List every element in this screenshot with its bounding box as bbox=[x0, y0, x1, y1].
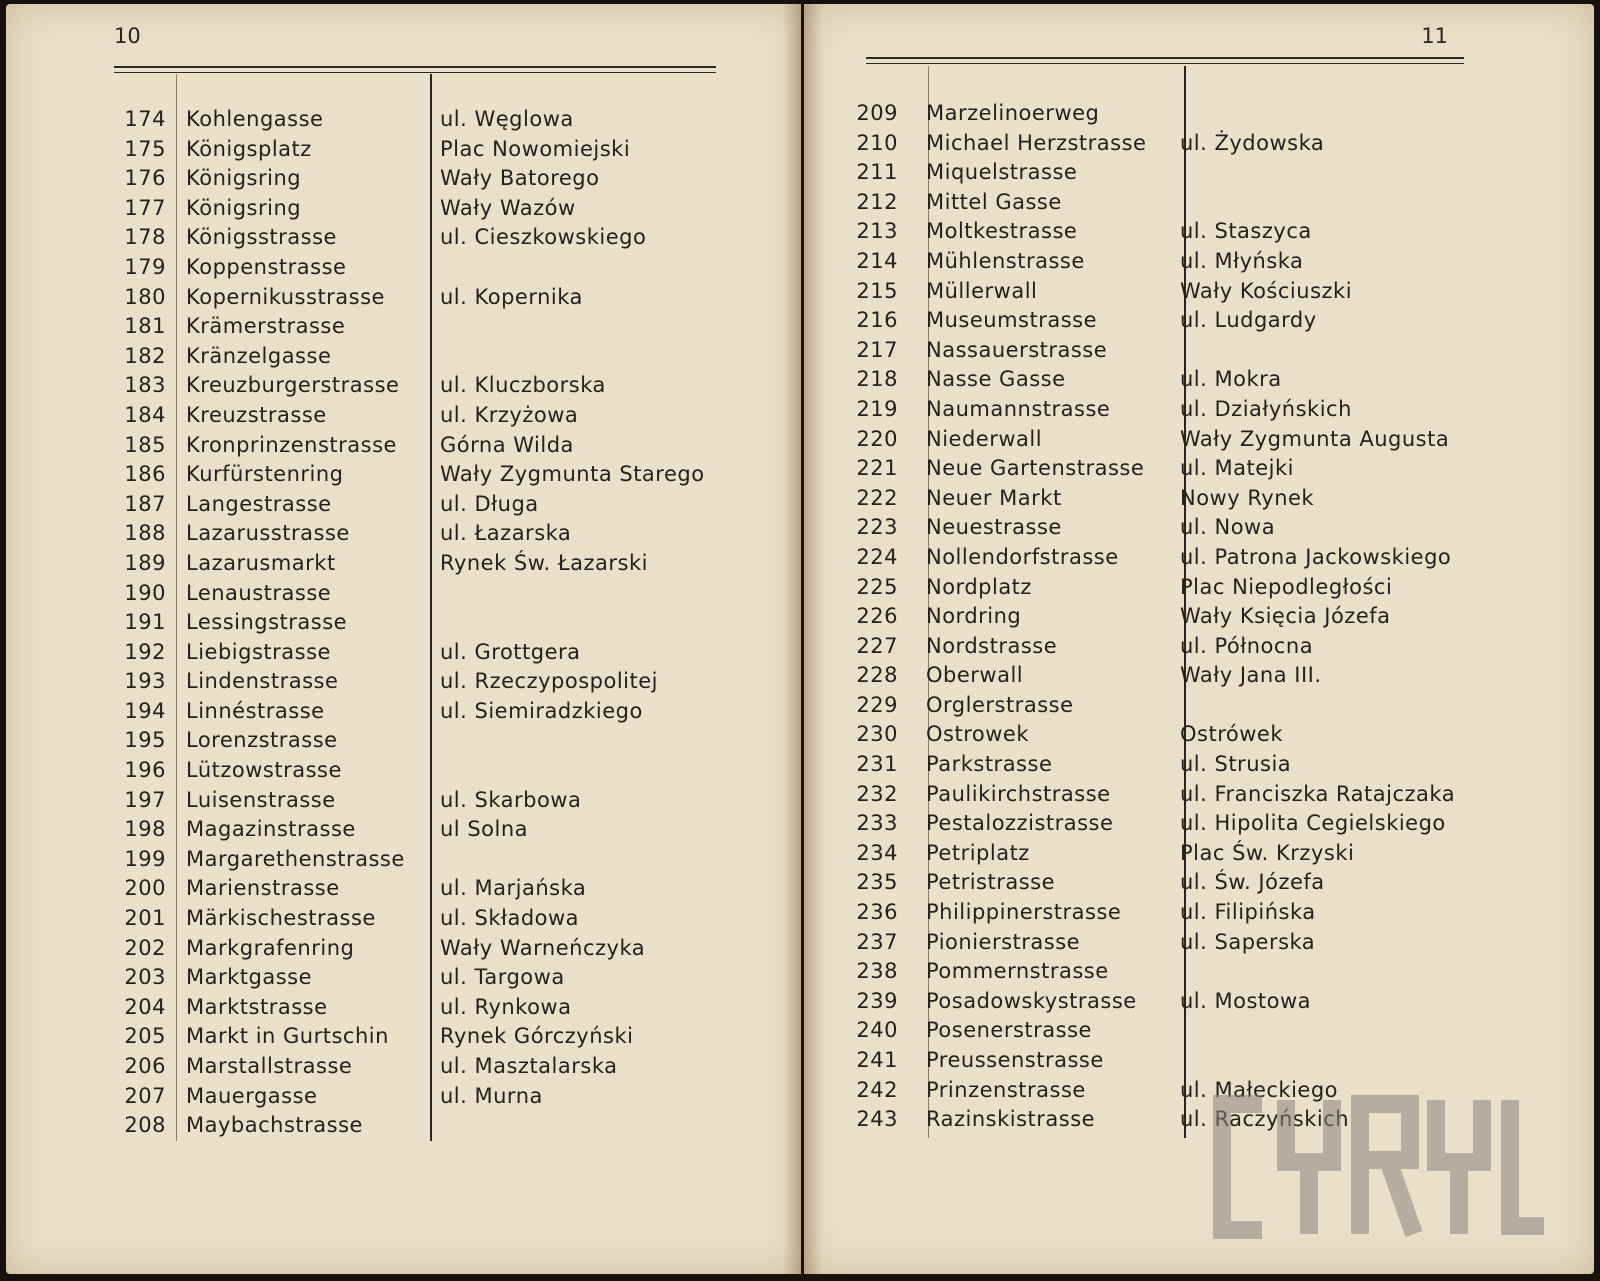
german-street-name: Liebigstrasse bbox=[186, 639, 331, 664]
german-street-name: Maybachstrasse bbox=[186, 1113, 363, 1138]
entry-number: 240 bbox=[856, 1018, 898, 1043]
german-street-name: Königsring bbox=[186, 166, 302, 191]
german-street-name: Nollendorfstrasse bbox=[926, 544, 1119, 569]
entry-number: 182 bbox=[124, 343, 166, 368]
entry-number: 219 bbox=[856, 396, 898, 421]
polish-street-name: ul. Cieszkowskiego bbox=[440, 225, 647, 250]
polish-street-name: ul. Siemiradzkiego bbox=[440, 698, 643, 723]
polish-street-name: ul. Kluczborska bbox=[440, 373, 606, 398]
entry-number: 229 bbox=[856, 692, 898, 717]
polish-street-name: Wały Warneńczyka bbox=[440, 935, 646, 960]
german-street-name: Lessingstrasse bbox=[186, 610, 348, 635]
german-street-name: Niederwall bbox=[926, 426, 1043, 451]
entry-number: 201 bbox=[124, 906, 166, 931]
german-street-name: Marzelinoerweg bbox=[926, 101, 1100, 125]
polish-street-name: Plac Św. Krzyski bbox=[1180, 840, 1355, 865]
entry-number: 204 bbox=[124, 994, 166, 1019]
polish-street-name: ul. Franciszka Ratajczaka bbox=[1180, 781, 1456, 806]
polish-street-name: Wały Jana III. bbox=[1180, 663, 1322, 688]
german-street-name: Marktstrasse bbox=[186, 994, 328, 1019]
entry-number: 189 bbox=[124, 550, 166, 575]
entry-number: 187 bbox=[124, 491, 166, 516]
entry-number: 216 bbox=[856, 308, 898, 333]
entry-number: 241 bbox=[856, 1048, 898, 1072]
german-street-name: Preussenstrasse bbox=[926, 1048, 1104, 1072]
entry-number: 232 bbox=[856, 781, 898, 806]
entry-number: 188 bbox=[124, 521, 166, 546]
german-street-name: Paulikirchstrasse bbox=[926, 781, 1111, 806]
page-number: 10 bbox=[114, 24, 141, 48]
german-street-name: Nordplatz bbox=[926, 574, 1032, 599]
entry-number: 175 bbox=[124, 136, 166, 161]
entry-number: 217 bbox=[856, 337, 898, 362]
german-street-name: Langestrasse bbox=[186, 491, 332, 516]
german-street-name: Petristrasse bbox=[926, 870, 1056, 895]
polish-street-name: ul. Filipińska bbox=[1180, 900, 1316, 925]
column-divider bbox=[176, 74, 177, 1141]
german-street-name: Kreuzstrasse bbox=[186, 402, 327, 427]
entry-number: 218 bbox=[856, 367, 898, 392]
german-street-name: Märkischestrasse bbox=[186, 906, 376, 931]
german-street-name: Königsplatz bbox=[186, 136, 312, 161]
german-street-name: Nordring bbox=[926, 604, 1022, 629]
polish-street-name: ul. Mostowa bbox=[1180, 988, 1312, 1013]
german-street-name: Parkstrasse bbox=[926, 752, 1053, 777]
polish-street-name: ul. Rzeczypospolitej bbox=[440, 669, 658, 694]
entry-number: 180 bbox=[124, 284, 166, 309]
polish-street-name: Wały Zygmunta Augusta bbox=[1180, 426, 1450, 451]
german-street-name: Luisenstrasse bbox=[186, 787, 336, 812]
german-street-name: Königsring bbox=[186, 195, 302, 220]
german-street-name: Kurfürstenring bbox=[186, 462, 344, 487]
entry-number: 203 bbox=[124, 965, 166, 990]
polish-street-name: ul. Węglowa bbox=[440, 107, 574, 131]
polish-street-name: Ostrówek bbox=[1180, 722, 1283, 747]
polish-street-name: ul. Długa bbox=[440, 491, 539, 516]
german-street-name: Lützowstrasse bbox=[186, 758, 342, 783]
polish-street-name: ul. Rynkowa bbox=[440, 994, 572, 1019]
german-street-name: Petriplatz bbox=[926, 840, 1030, 865]
german-street-name: Pommernstrasse bbox=[926, 959, 1109, 984]
german-street-name: Markt in Gurtschin bbox=[186, 1024, 389, 1049]
german-street-name: Philippinerstrasse bbox=[926, 900, 1122, 925]
polish-street-name: ul. Małeckiego bbox=[1180, 1077, 1339, 1102]
german-street-name: Neue Gartenstrasse bbox=[926, 456, 1145, 481]
entry-number: 208 bbox=[124, 1113, 166, 1138]
entry-number: 177 bbox=[124, 195, 166, 220]
entry-number: 210 bbox=[856, 130, 898, 155]
left-page bbox=[6, 4, 801, 1274]
polish-street-name: Wały Kościuszki bbox=[1180, 278, 1353, 303]
german-street-name: Kronprinzenstrasse bbox=[186, 432, 397, 457]
entry-number: 213 bbox=[856, 219, 898, 244]
polish-street-name: ul. Hipolita Cegielskiego bbox=[1180, 811, 1446, 836]
polish-street-name: Wały Zygmunta Starego bbox=[440, 462, 705, 487]
entry-number: 215 bbox=[856, 278, 898, 303]
german-street-name: Nasse Gasse bbox=[926, 367, 1066, 392]
polish-street-name: Górna Wilda bbox=[440, 432, 574, 457]
german-street-name: Marienstrasse bbox=[186, 876, 340, 901]
entry-number: 183 bbox=[124, 373, 166, 398]
entry-number: 230 bbox=[856, 722, 898, 747]
entry-number: 228 bbox=[856, 663, 898, 688]
entry-number: 199 bbox=[124, 846, 166, 871]
entry-number: 192 bbox=[124, 639, 166, 664]
polish-street-name: ul. Nowa bbox=[1180, 515, 1276, 540]
entry-number: 242 bbox=[856, 1077, 898, 1102]
polish-street-name: ul. Matejki bbox=[1180, 456, 1294, 481]
german-street-name: Nordstrasse bbox=[926, 633, 1058, 658]
german-street-name: Lenaustrasse bbox=[186, 580, 332, 605]
entry-number: 181 bbox=[124, 314, 166, 339]
polish-street-name: ul. Saperska bbox=[1180, 929, 1316, 954]
entry-number: 196 bbox=[124, 758, 166, 783]
entry-number: 179 bbox=[124, 254, 166, 279]
polish-street-name: ul. Raczyńskich bbox=[1180, 1107, 1350, 1132]
polish-street-name: ul Solna bbox=[440, 817, 529, 842]
polish-street-name: Wały Batorego bbox=[440, 166, 600, 191]
german-street-name: Lazarusstrasse bbox=[186, 521, 350, 546]
german-street-name: Michael Herzstrasse bbox=[926, 130, 1147, 155]
polish-street-name: ul. Skarbowa bbox=[440, 787, 582, 812]
polish-street-name: ul. Żydowska bbox=[1180, 130, 1325, 155]
polish-street-name: ul. Grottgera bbox=[440, 639, 581, 664]
entry-number: 235 bbox=[856, 870, 898, 895]
polish-street-name: ul. Północna bbox=[1180, 633, 1314, 658]
polish-street-name: ul. Św. Józefa bbox=[1180, 870, 1325, 895]
german-street-name: Kreuzburgerstrasse bbox=[186, 373, 400, 398]
polish-street-name: Plac Niepodległości bbox=[1180, 574, 1393, 599]
german-street-name: Müllerwall bbox=[926, 278, 1038, 303]
entry-number: 224 bbox=[856, 544, 898, 569]
german-street-name: Mauergasse bbox=[186, 1083, 318, 1108]
german-street-name: Museumstrasse bbox=[926, 308, 1098, 333]
entry-number: 200 bbox=[124, 876, 166, 901]
polish-street-name: ul. Targowa bbox=[440, 965, 565, 990]
german-street-name: Koppenstrasse bbox=[186, 254, 347, 279]
cyryl-watermark-logo bbox=[1210, 1092, 1550, 1242]
german-street-name: Moltkestrasse bbox=[926, 219, 1078, 244]
entry-number: 214 bbox=[856, 248, 898, 273]
entry-number: 225 bbox=[856, 574, 898, 599]
german-street-name: Margarethenstrasse bbox=[186, 846, 405, 871]
entry-number: 197 bbox=[124, 787, 166, 812]
polish-street-name: ul. Łazarska bbox=[440, 521, 572, 546]
polish-street-name: ul. Ludgardy bbox=[1180, 308, 1317, 333]
german-street-name: Oberwall bbox=[926, 663, 1024, 688]
entry-number: 233 bbox=[856, 811, 898, 836]
entry-number: 227 bbox=[856, 633, 898, 658]
german-street-name: Linnéstrasse bbox=[186, 698, 325, 723]
entry-number: 234 bbox=[856, 840, 898, 865]
german-street-name: Lazarusmarkt bbox=[186, 550, 336, 575]
german-street-name: Mühlenstrasse bbox=[926, 248, 1085, 273]
gutter-shadow bbox=[783, 4, 801, 1274]
entry-number: 198 bbox=[124, 817, 166, 842]
german-street-name: Miquelstrasse bbox=[926, 160, 1078, 185]
polish-street-name: ul. Staszyca bbox=[1180, 219, 1312, 244]
polish-street-name: ul. Kopernika bbox=[440, 284, 583, 309]
polish-street-name: ul. Krzyżowa bbox=[440, 402, 579, 427]
book-spread bbox=[4, 4, 1596, 1277]
polish-street-name: ul. Masztalarska bbox=[440, 1054, 618, 1078]
entry-number: 243 bbox=[856, 1107, 898, 1132]
german-street-name: Marktgasse bbox=[186, 965, 313, 990]
page-number: 11 bbox=[1421, 24, 1448, 48]
entry-number: 202 bbox=[124, 935, 166, 960]
german-street-name: Ostrowek bbox=[926, 722, 1029, 747]
entry-number: 238 bbox=[856, 959, 898, 984]
entry-number: 194 bbox=[124, 698, 166, 723]
entry-number: 190 bbox=[124, 580, 166, 605]
entry-number: 231 bbox=[856, 752, 898, 777]
entry-number: 206 bbox=[124, 1054, 166, 1078]
polish-street-name: ul. Młyńska bbox=[1180, 248, 1304, 273]
polish-street-name: Rynek Św. Łazarski bbox=[440, 550, 648, 575]
entry-number: 174 bbox=[124, 107, 166, 131]
entry-number: 178 bbox=[124, 225, 166, 250]
polish-street-name: ul. Marjańska bbox=[440, 876, 587, 901]
german-street-name: Prinzenstrasse bbox=[926, 1077, 1086, 1102]
german-street-name: Naumannstrasse bbox=[926, 396, 1111, 421]
german-street-name: Kohlengasse bbox=[186, 107, 324, 131]
column-divider bbox=[430, 74, 432, 1141]
german-street-name: Razinskistrasse bbox=[926, 1107, 1096, 1132]
entry-number: 236 bbox=[856, 900, 898, 925]
entry-number: 237 bbox=[856, 929, 898, 954]
german-street-name: Neuestrasse bbox=[926, 515, 1062, 540]
german-street-name: Posenerstrasse bbox=[926, 1018, 1092, 1043]
polish-street-name: Nowy Rynek bbox=[1180, 485, 1315, 510]
german-street-name: Königsstrasse bbox=[186, 225, 337, 250]
german-street-name: Lorenzstrasse bbox=[186, 728, 338, 753]
german-street-name: Magazinstrasse bbox=[186, 817, 356, 842]
german-street-name: Orglerstrasse bbox=[926, 692, 1074, 717]
entry-number: 193 bbox=[124, 669, 166, 694]
polish-street-name: Plac Nowomiejski bbox=[440, 136, 631, 161]
polish-street-name: ul. Patrona Jackowskiego bbox=[1180, 544, 1452, 569]
polish-street-name: ul. Działyńskich bbox=[1180, 396, 1352, 421]
header-rule bbox=[866, 57, 1464, 64]
entry-number: 220 bbox=[856, 426, 898, 451]
entry-number: 221 bbox=[856, 456, 898, 481]
entry-number: 239 bbox=[856, 988, 898, 1013]
polish-street-name: ul. Murna bbox=[440, 1083, 543, 1108]
entry-number: 211 bbox=[856, 160, 898, 185]
polish-street-name: ul. Strusia bbox=[1180, 752, 1292, 777]
entry-number: 205 bbox=[124, 1024, 166, 1049]
entry-number: 176 bbox=[124, 166, 166, 191]
polish-street-name: ul. Mokra bbox=[1180, 367, 1282, 392]
polish-street-name: Wały Wazów bbox=[440, 195, 576, 220]
entry-number: 222 bbox=[856, 485, 898, 510]
german-street-name: Kopernikusstrasse bbox=[186, 284, 385, 309]
german-street-name: Posadowskystrasse bbox=[926, 988, 1137, 1013]
german-street-name: Lindenstrasse bbox=[186, 669, 339, 694]
german-street-name: Marstallstrasse bbox=[186, 1054, 353, 1078]
entry-number: 184 bbox=[124, 402, 166, 427]
entry-number: 226 bbox=[856, 604, 898, 629]
entry-number: 186 bbox=[124, 462, 166, 487]
gutter-shadow bbox=[804, 4, 822, 1274]
german-street-name: Markgrafenring bbox=[186, 935, 355, 960]
german-street-name: Neuer Markt bbox=[926, 485, 1062, 510]
entry-number: 223 bbox=[856, 515, 898, 540]
polish-street-name: Rynek Górczyński bbox=[440, 1024, 634, 1049]
entry-number: 212 bbox=[856, 189, 898, 214]
entry-number: 195 bbox=[124, 728, 166, 753]
right-page bbox=[804, 4, 1594, 1274]
polish-street-name: ul. Składowa bbox=[440, 906, 580, 931]
german-street-name: Pionierstrasse bbox=[926, 929, 1081, 954]
header-rule bbox=[114, 66, 716, 73]
entry-number: 185 bbox=[124, 432, 166, 457]
polish-street-name: Wały Księcia Józefa bbox=[1180, 604, 1391, 629]
entry-number: 191 bbox=[124, 610, 166, 635]
german-street-name: Mittel Gasse bbox=[926, 189, 1062, 214]
german-street-name: Krämerstrasse bbox=[186, 314, 346, 339]
german-street-name: Kränzelgasse bbox=[186, 343, 332, 368]
german-street-name: Pestalozzistrasse bbox=[926, 811, 1114, 836]
entry-number: 207 bbox=[124, 1083, 166, 1108]
entry-number: 209 bbox=[856, 101, 898, 125]
german-street-name: Nassauerstrasse bbox=[926, 337, 1108, 362]
